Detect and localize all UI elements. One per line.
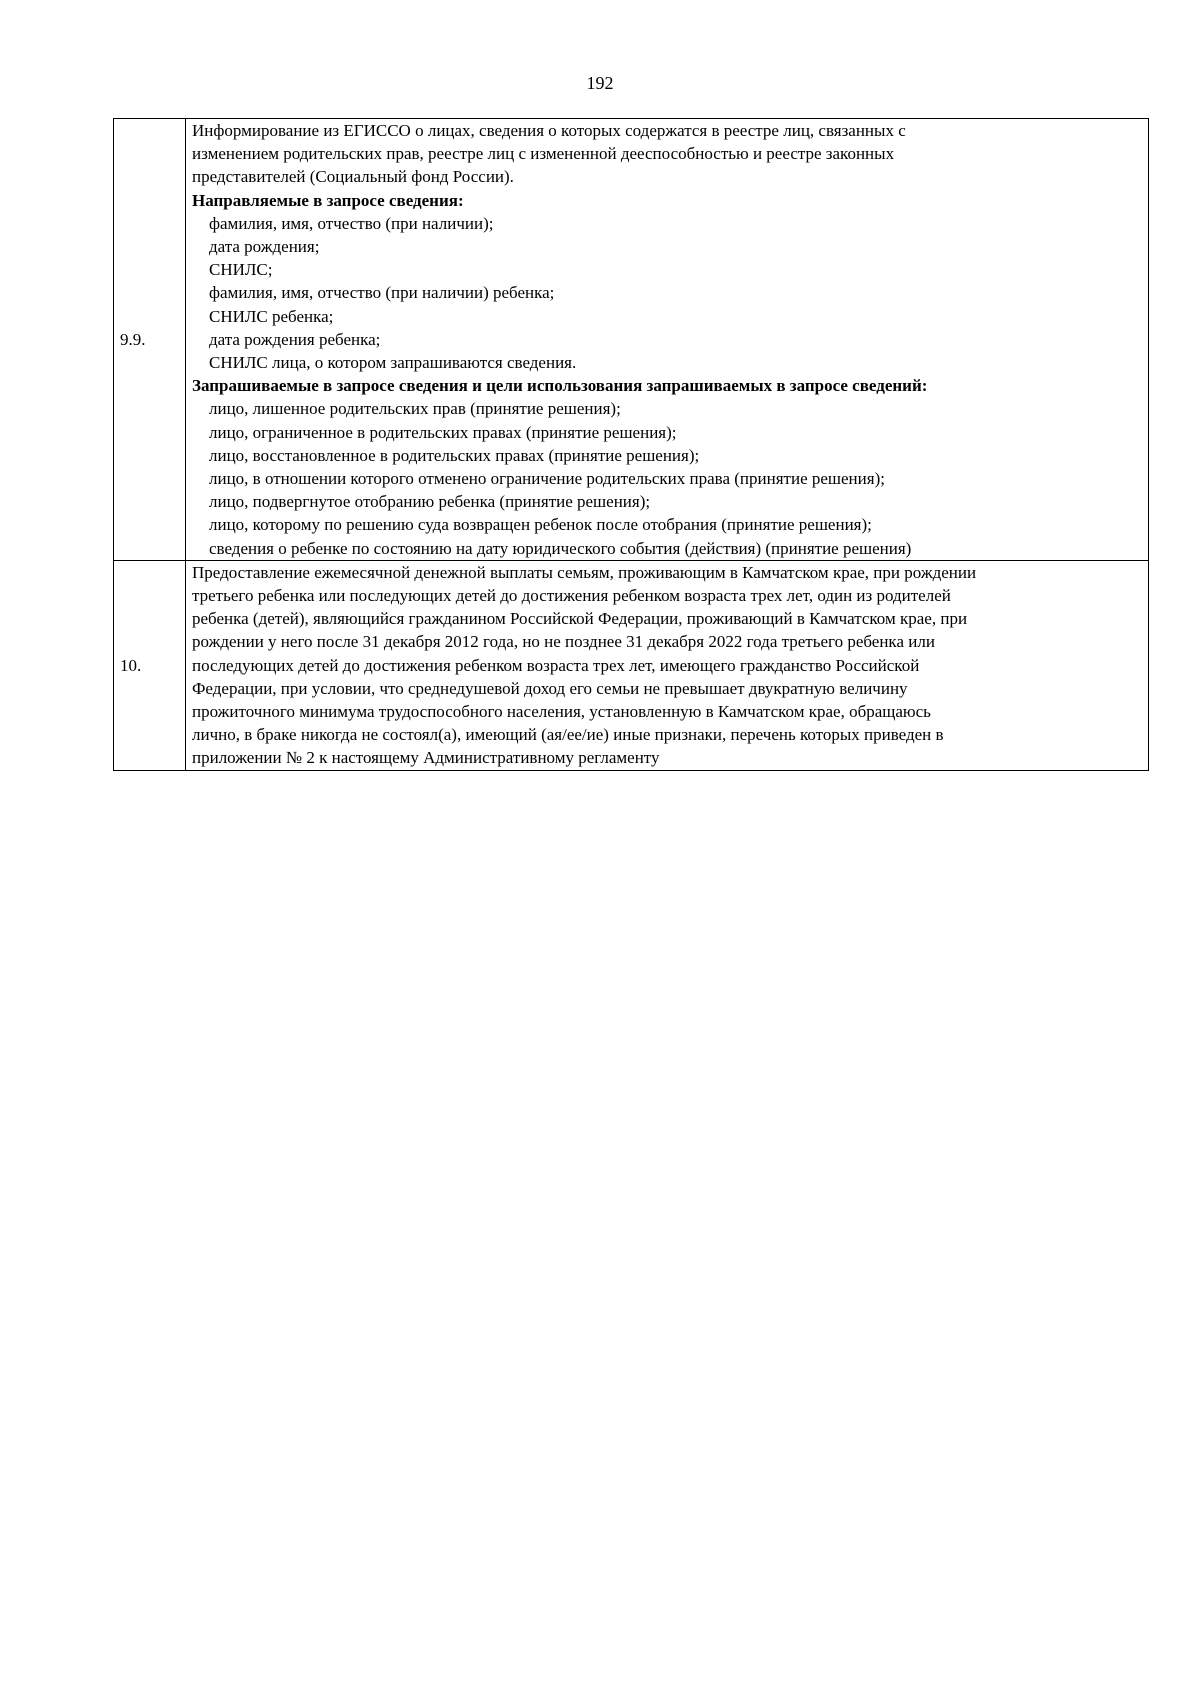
text-line: лично, в браке никогда не состоял(а), имеющий (ая/ее/ие) иные признаки, перечень которых приведен в [192, 725, 944, 745]
row-content [186, 119, 1149, 561]
intro-line: изменением родительских прав, реестре лиц с измененной дееспособностью и реестре законных [192, 144, 895, 164]
intro-line: Информирование из ЕГИССО о лицах, сведения о которых содержатся в реестре лиц, связанных с [192, 121, 906, 140]
list-item: фамилия, имя, отчество (при наличии); [209, 213, 494, 233]
row-number: 10. [114, 560, 186, 770]
table-row [114, 119, 1149, 561]
list-item: лицо, которому по решению суда возвращен ребенок после отобрания (принятие решения); [209, 515, 872, 535]
text-line: рождении у него после 31 декабря 2012 года, но не позднее 31 декабря 2022 года третьего ребенка или [192, 632, 935, 652]
list-item: сведения о ребенке по состоянию на дату юридического события (действия) (принятие решения) [209, 538, 912, 558]
list-item: СНИЛС ребенка; [209, 306, 334, 326]
text-line: ребенка (детей), являющийся гражданином Российской Федерации, проживающий в Камчатском крае, при [192, 609, 968, 629]
list-item: СНИЛС; [209, 260, 273, 280]
sent-heading: Направляемые в запросе сведения: [192, 190, 464, 210]
text-line: Федерации, при условии, что среднедушевой доход его семьи не превышает двукратную величину [192, 678, 908, 698]
text-line: последующих детей до достижения ребенком возраста трех лет, имеющего гражданство Российской [192, 655, 920, 675]
list-item: лицо, в отношении которого отменено ограничение родительских права (принятие решения); [209, 469, 885, 489]
text-line: третьего ребенка или последующих детей до достижения ребенком возраста трех лет, один из родителей [192, 586, 951, 606]
list-item: лицо, восстановленное в родительских правах (принятие решения); [209, 445, 700, 465]
table-row [114, 560, 1149, 770]
row-content [186, 560, 1149, 770]
page-number: 192 [586, 73, 614, 93]
row-number: 9.9. [114, 119, 186, 561]
list-item: фамилия, имя, отчество (при наличии) ребенка; [209, 283, 555, 303]
services-table [113, 118, 1149, 771]
list-item: лицо, ограниченное в родительских правах (принятие решения); [209, 422, 677, 442]
list-item: СНИЛС лица, о котором запрашиваются сведения. [209, 353, 577, 373]
text-line: приложении № 2 к настоящему Административному регламенту [192, 748, 660, 768]
list-item: дата рождения ребенка; [209, 329, 381, 349]
list-item: лицо, подвергнутое отобранию ребенка (принятие решения); [209, 492, 651, 512]
list-item: дата рождения; [209, 237, 320, 257]
text-line: Предоставление ежемесячной денежной выплаты семьям, проживающим в Камчатском крае, при рождении [192, 562, 977, 582]
intro-line: представителей (Социальный фонд России). [192, 167, 514, 187]
requested-heading: Запрашиваемые в запросе сведения и цели использования запрашиваемых в запросе сведений: [192, 376, 928, 396]
text-line: прожиточного минимума трудоспособного населения, установленную в Камчатском крае, обращаюсь [192, 702, 931, 722]
list-item: лицо, лишенное родительских прав (принятие решения); [209, 399, 621, 419]
